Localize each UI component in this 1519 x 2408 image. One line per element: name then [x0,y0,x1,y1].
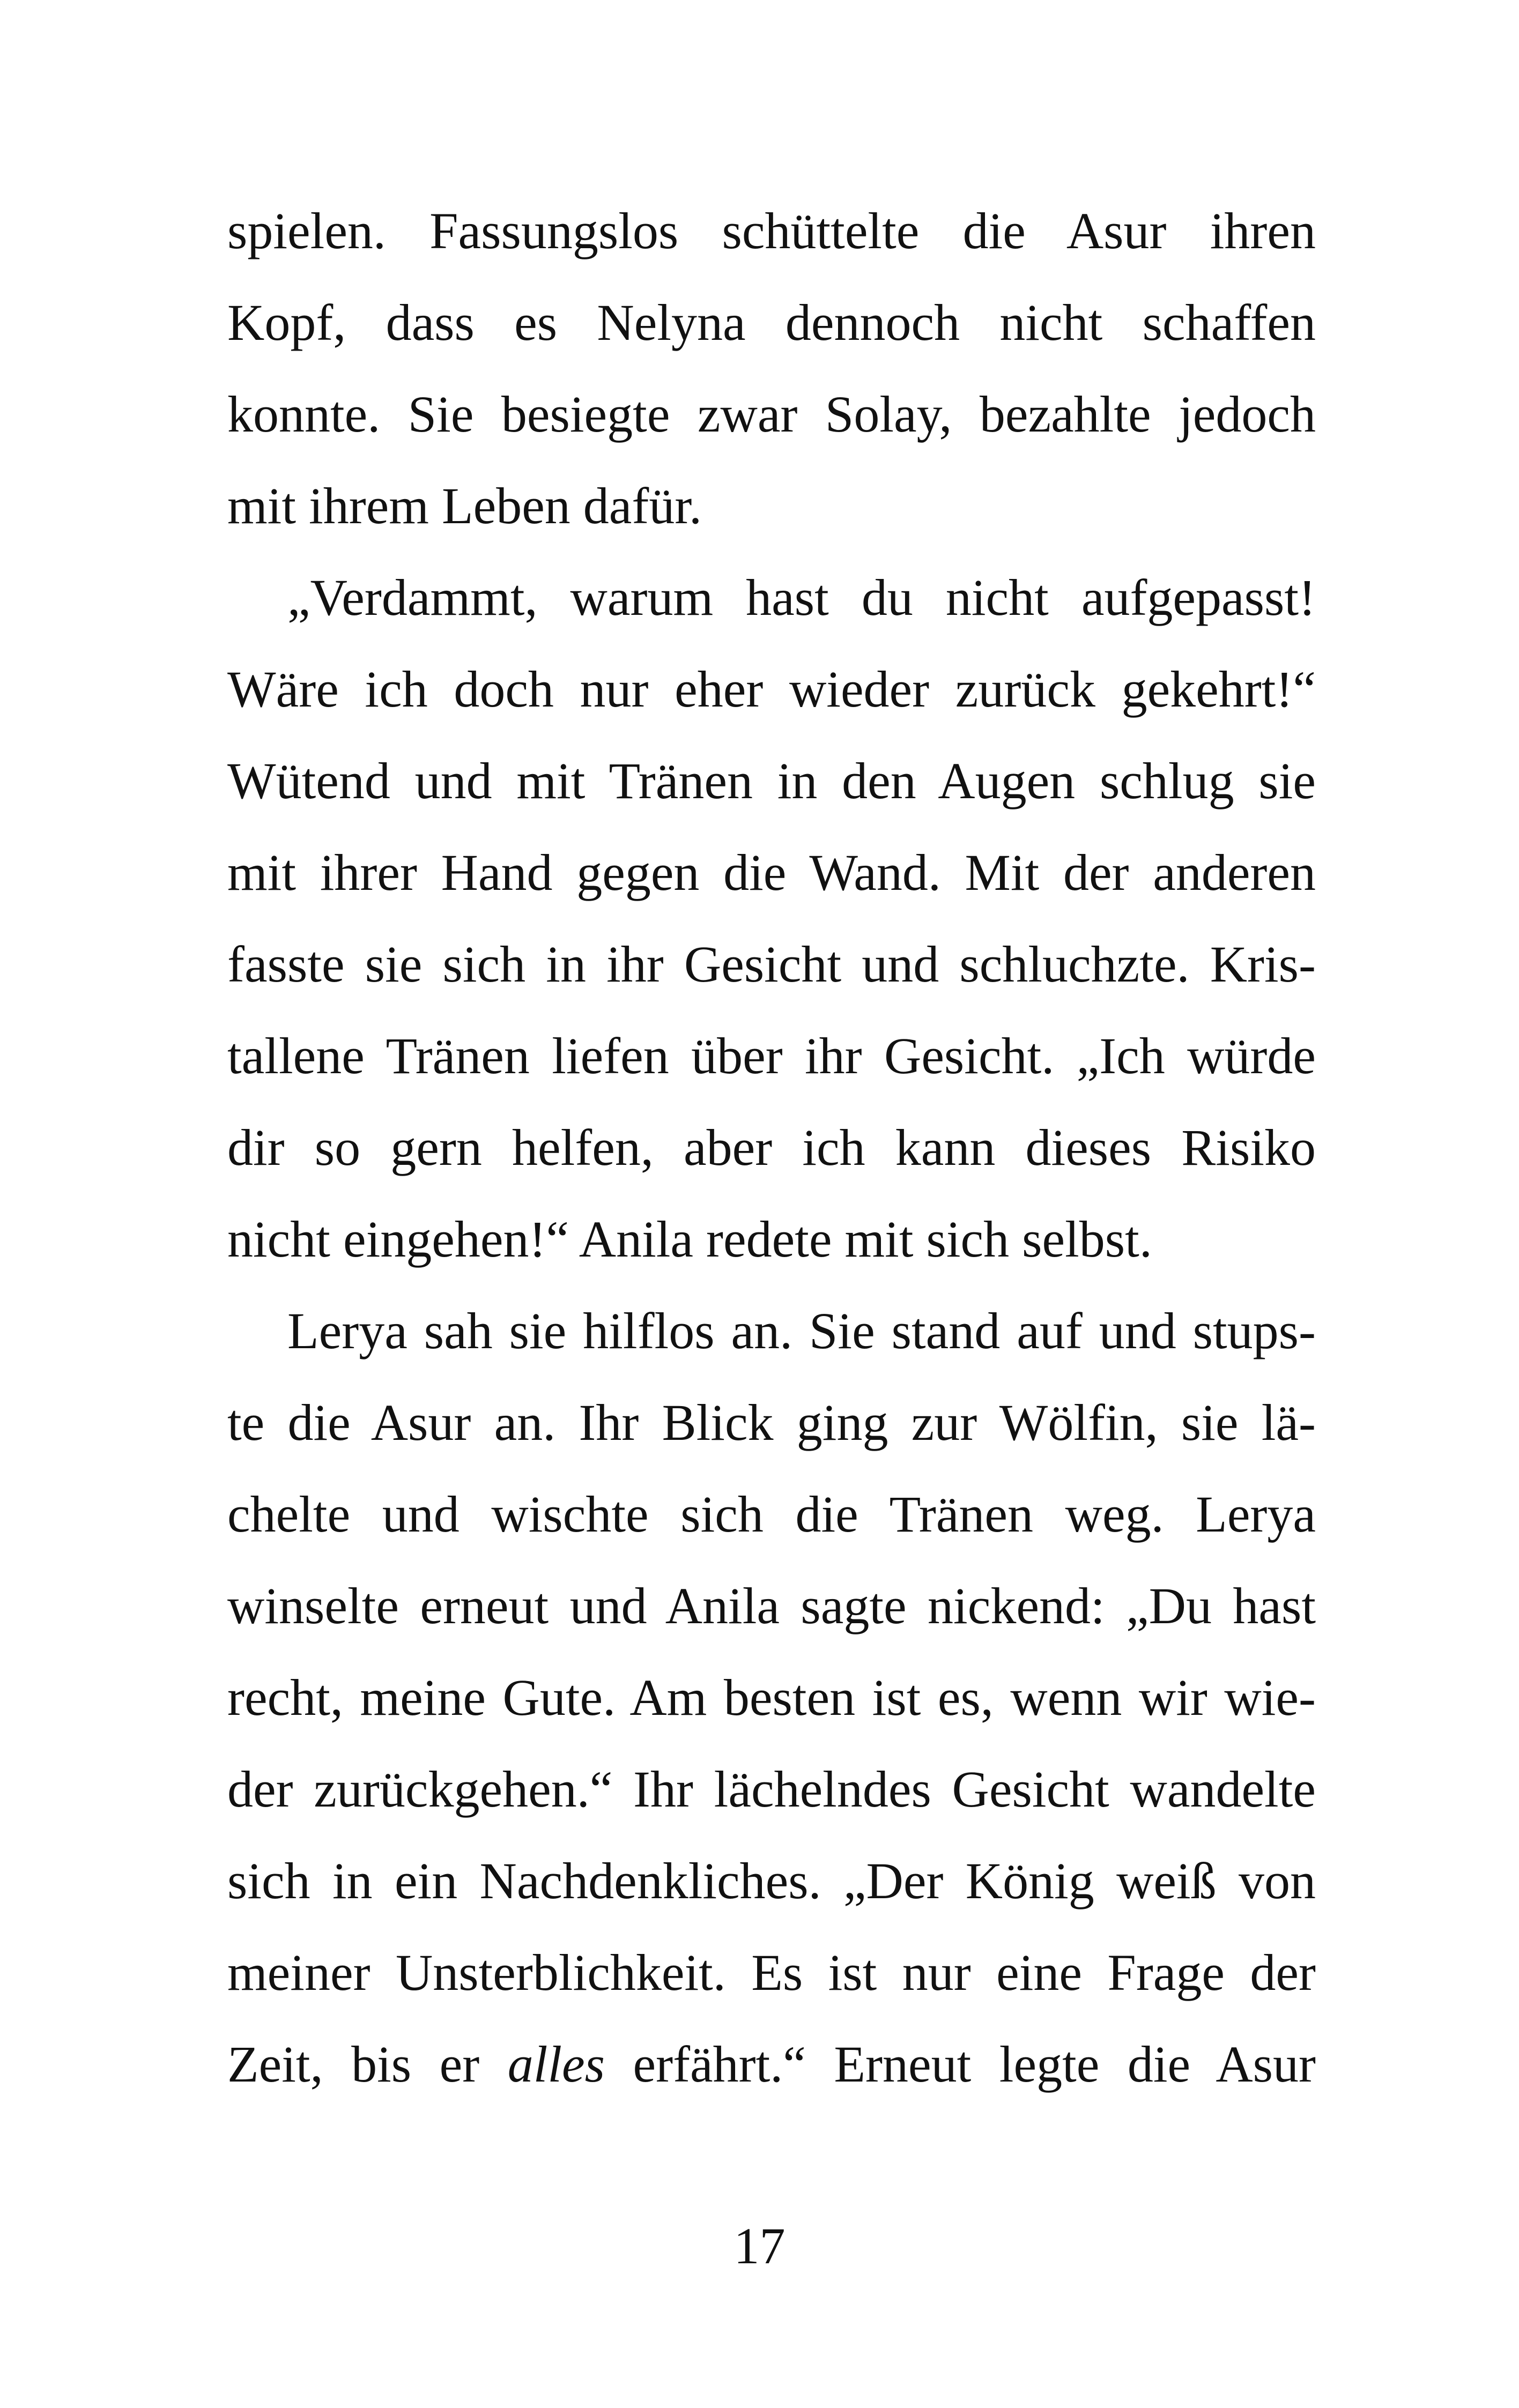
text-line: Kopf, dass es Nelyna dennoch nicht schaffen [227,294,1316,351]
text-line: Lerya sah sie hilflos an. Sie stand auf und stups- [287,1302,1316,1359]
text-line-last [227,2018,1316,2110]
text-line: „Verdammt, warum hast du nicht aufgepasst! [287,569,1316,626]
text-line: Wütend und mit Tränen in den Augen schlug sie [227,752,1316,809]
text-line: nicht eingehen!“ Anila redete mit sich selbst. [227,1210,1152,1268]
text-line: tallene Tränen liefen über ihr Gesicht. „Ich würde [227,1027,1316,1084]
italic-word: alles [507,2035,605,2093]
text-line: te die Asur an. Ihr Blick ging zur Wölfin, sie lä- [227,1394,1316,1451]
text-line: mit ihrer Hand gegen die Wand. Mit der anderen [227,844,1316,901]
text-line: fasste sie sich in ihr Gesicht und schluchzte. Kris- [227,935,1316,993]
text-line: recht, meine Gute. Am besten ist es, wenn wir wie- [227,1669,1316,1726]
text-line: chelte und wischte sich die Tränen weg. Lerya [227,1485,1316,1543]
text-line: sich in ein Nachdenkliches. „Der König weiß von [227,1852,1316,1909]
text-line: mit ihrem Leben dafür. [227,477,702,534]
body-text [227,185,1316,2110]
page-number: 17 [733,2217,786,2275]
text-line: spielen. Fassungslos schüttelte die Asur ihren [227,202,1316,259]
text-line: der zurückgehen.“ Ihr lächelndes Gesicht wandelte [227,1760,1316,1818]
text-line: winselte erneut und Anila sagte nickend: „Du hast [227,1577,1316,1634]
text-line: konnte. Sie besiegte zwar Solay, bezahlte jedoch [227,385,1316,443]
text-line: Wäre ich doch nur eher wieder zurück gekehrt!“ [227,660,1316,718]
text-line: dir so gern helfen, aber ich kann dieses Risiko [227,1119,1316,1176]
text-segment: Zeit, bis er [227,2035,508,2093]
text-segment: erfährt.“ Erneut legte die Asur [605,2035,1316,2093]
text-line: meiner Unsterblichkeit. Es ist nur eine Frage der [227,1944,1316,2001]
